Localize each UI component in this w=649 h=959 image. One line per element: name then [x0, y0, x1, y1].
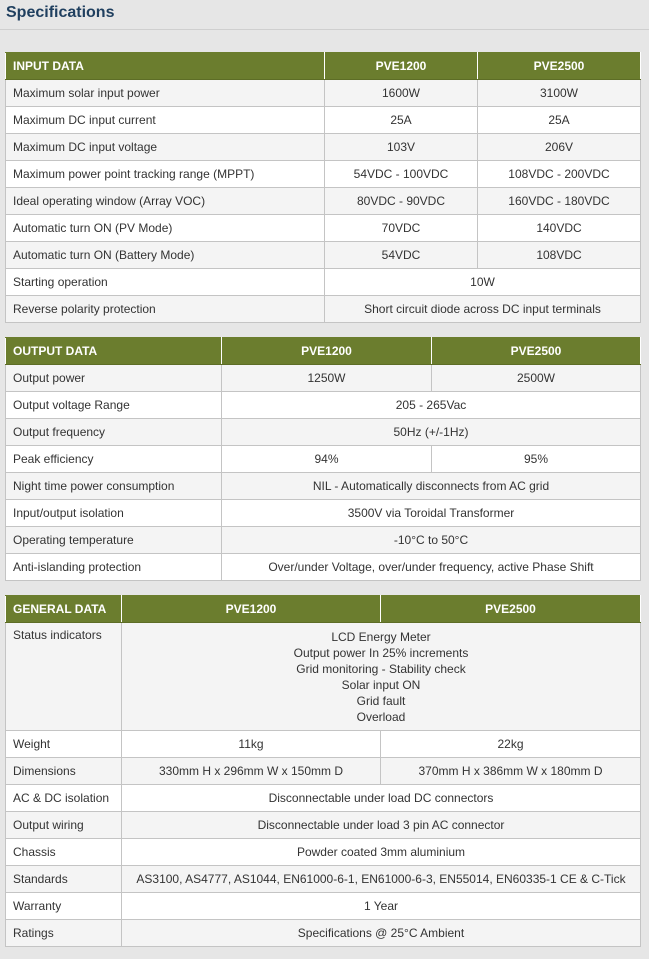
table-row	[6, 527, 641, 554]
pve1200-value-cell: 1600W	[325, 80, 478, 107]
row-label: Input/output isolation	[6, 500, 222, 527]
shared-value-cell: 50Hz (+/-1Hz)	[222, 419, 641, 446]
table-row	[6, 893, 641, 920]
shared-value-cell: AS3100, AS4777, AS1044, EN61000-6-1, EN61000-6-3, EN55014, EN60335-1 CE & C-Tick	[122, 866, 641, 893]
table-row	[6, 785, 641, 812]
table-row	[6, 269, 641, 296]
row-label: Maximum DC input current	[6, 107, 325, 134]
row-label: Starting operation	[6, 269, 325, 296]
table-row	[6, 554, 641, 581]
table-row	[6, 134, 641, 161]
table-row	[6, 392, 641, 419]
row-label: Maximum DC input voltage	[6, 134, 325, 161]
row-label: Output voltage Range	[6, 392, 222, 419]
pve2500-value-cell: 2500W	[432, 365, 641, 392]
pve2500-value-cell: 108VDC - 200VDC	[478, 161, 641, 188]
row-label: Automatic turn ON (Battery Mode)	[6, 242, 325, 269]
pve1200-value-cell: 54VDC - 100VDC	[325, 161, 478, 188]
title-divider	[0, 29, 649, 30]
model-pve1200-heading: PVE1200	[122, 596, 381, 623]
pve2500-value-cell: 3100W	[478, 80, 641, 107]
row-label: Standards	[6, 866, 122, 893]
table-row	[6, 215, 641, 242]
shared-value-cell: Powder coated 3mm aluminium	[122, 839, 641, 866]
model-pve2500-heading: PVE2500	[478, 53, 641, 80]
row-label: Reverse polarity protection	[6, 296, 325, 323]
table-row-status-indicators	[6, 623, 641, 731]
general-data-heading: GENERAL DATA	[6, 596, 122, 623]
row-label: Operating temperature	[6, 527, 222, 554]
table-row	[6, 731, 641, 758]
status-line: Output power In 25% increments	[293, 645, 469, 660]
row-label: Output frequency	[6, 419, 222, 446]
general-data-table	[5, 595, 641, 947]
table-row	[6, 500, 641, 527]
table-row	[6, 758, 641, 785]
input-data-heading: INPUT DATA	[6, 53, 325, 80]
shared-value-cell: 3500V via Toroidal Transformer	[222, 500, 641, 527]
pve1200-value-cell: 25A	[325, 107, 478, 134]
table-row	[6, 365, 641, 392]
table-row	[6, 419, 641, 446]
pve1200-value-cell: 94%	[222, 446, 432, 473]
row-label: Peak efficiency	[6, 446, 222, 473]
pve1200-value-cell: 80VDC - 90VDC	[325, 188, 478, 215]
table-row	[6, 161, 641, 188]
status-indicators-list	[122, 623, 641, 731]
pve2500-value-cell: 25A	[478, 107, 641, 134]
table-row	[6, 296, 641, 323]
status-line: Grid fault	[356, 693, 406, 708]
row-label: Chassis	[6, 839, 122, 866]
output-data-heading: OUTPUT DATA	[6, 338, 222, 365]
shared-value-cell: 10W	[325, 269, 641, 296]
table-header-row	[6, 53, 641, 80]
pve2500-value-cell: 370mm H x 386mm W x 180mm D	[381, 758, 641, 785]
shared-value-cell: NIL - Automatically disconnects from AC grid	[222, 473, 641, 500]
page-title: Specifications	[6, 4, 115, 21]
row-label: Status indicators	[6, 623, 122, 731]
row-label: Automatic turn ON (PV Mode)	[6, 215, 325, 242]
pve2500-value-cell: 22kg	[381, 731, 641, 758]
table-row	[6, 242, 641, 269]
shared-value-cell: Short circuit diode across DC input terminals	[325, 296, 641, 323]
pve1200-value-cell: 330mm H x 296mm W x 150mm D	[122, 758, 381, 785]
row-label: Maximum power point tracking range (MPPT)	[6, 161, 325, 188]
shared-value-cell: Over/under Voltage, over/under frequency, active Phase Shift	[222, 554, 641, 581]
pve1200-value-cell: 70VDC	[325, 215, 478, 242]
model-pve2500-heading: PVE2500	[432, 338, 641, 365]
status-line: Overload	[356, 709, 406, 724]
table-row	[6, 107, 641, 134]
row-label: Warranty	[6, 893, 122, 920]
row-label: Ideal operating window (Array VOC)	[6, 188, 325, 215]
status-line: Grid monitoring - Stability check	[296, 661, 466, 676]
row-label: Output power	[6, 365, 222, 392]
model-pve1200-heading: PVE1200	[222, 338, 432, 365]
pve1200-value-cell: 11kg	[122, 731, 381, 758]
input-data-table	[5, 52, 641, 323]
table-row	[6, 80, 641, 107]
table-header-row	[6, 596, 641, 623]
row-label: Night time power consumption	[6, 473, 222, 500]
pve1200-value-cell: 1250W	[222, 365, 432, 392]
pve2500-value-cell: 206V	[478, 134, 641, 161]
pve1200-value-cell: 54VDC	[325, 242, 478, 269]
table-row	[6, 188, 641, 215]
shared-value-cell: -10°C to 50°C	[222, 527, 641, 554]
table-row	[6, 839, 641, 866]
pve2500-value-cell: 160VDC - 180VDC	[478, 188, 641, 215]
pve2500-value-cell: 140VDC	[478, 215, 641, 242]
status-line: LCD Energy Meter	[331, 629, 431, 644]
pve2500-value-cell: 108VDC	[478, 242, 641, 269]
shared-value-cell: Disconnectable under load DC connectors	[122, 785, 641, 812]
shared-value-cell: 1 Year	[122, 893, 641, 920]
output-data-table	[5, 337, 641, 581]
table-header-row	[6, 338, 641, 365]
pve1200-value-cell: 103V	[325, 134, 478, 161]
row-label: AC & DC isolation	[6, 785, 122, 812]
table-row	[6, 866, 641, 893]
model-pve1200-heading: PVE1200	[325, 53, 478, 80]
table-row	[6, 473, 641, 500]
table-row	[6, 920, 641, 947]
row-label: Maximum solar input power	[6, 80, 325, 107]
model-pve2500-heading: PVE2500	[381, 596, 641, 623]
row-label: Weight	[6, 731, 122, 758]
shared-value-cell: Specifications @ 25°C Ambient	[122, 920, 641, 947]
row-label: Anti-islanding protection	[6, 554, 222, 581]
shared-value-cell: 205 - 265Vac	[222, 392, 641, 419]
pve2500-value-cell: 95%	[432, 446, 641, 473]
row-label: Output wiring	[6, 812, 122, 839]
row-label: Ratings	[6, 920, 122, 947]
row-label: Dimensions	[6, 758, 122, 785]
table-row	[6, 812, 641, 839]
status-line: Solar input ON	[341, 677, 421, 692]
table-row	[6, 446, 641, 473]
shared-value-cell: Disconnectable under load 3 pin AC connector	[122, 812, 641, 839]
